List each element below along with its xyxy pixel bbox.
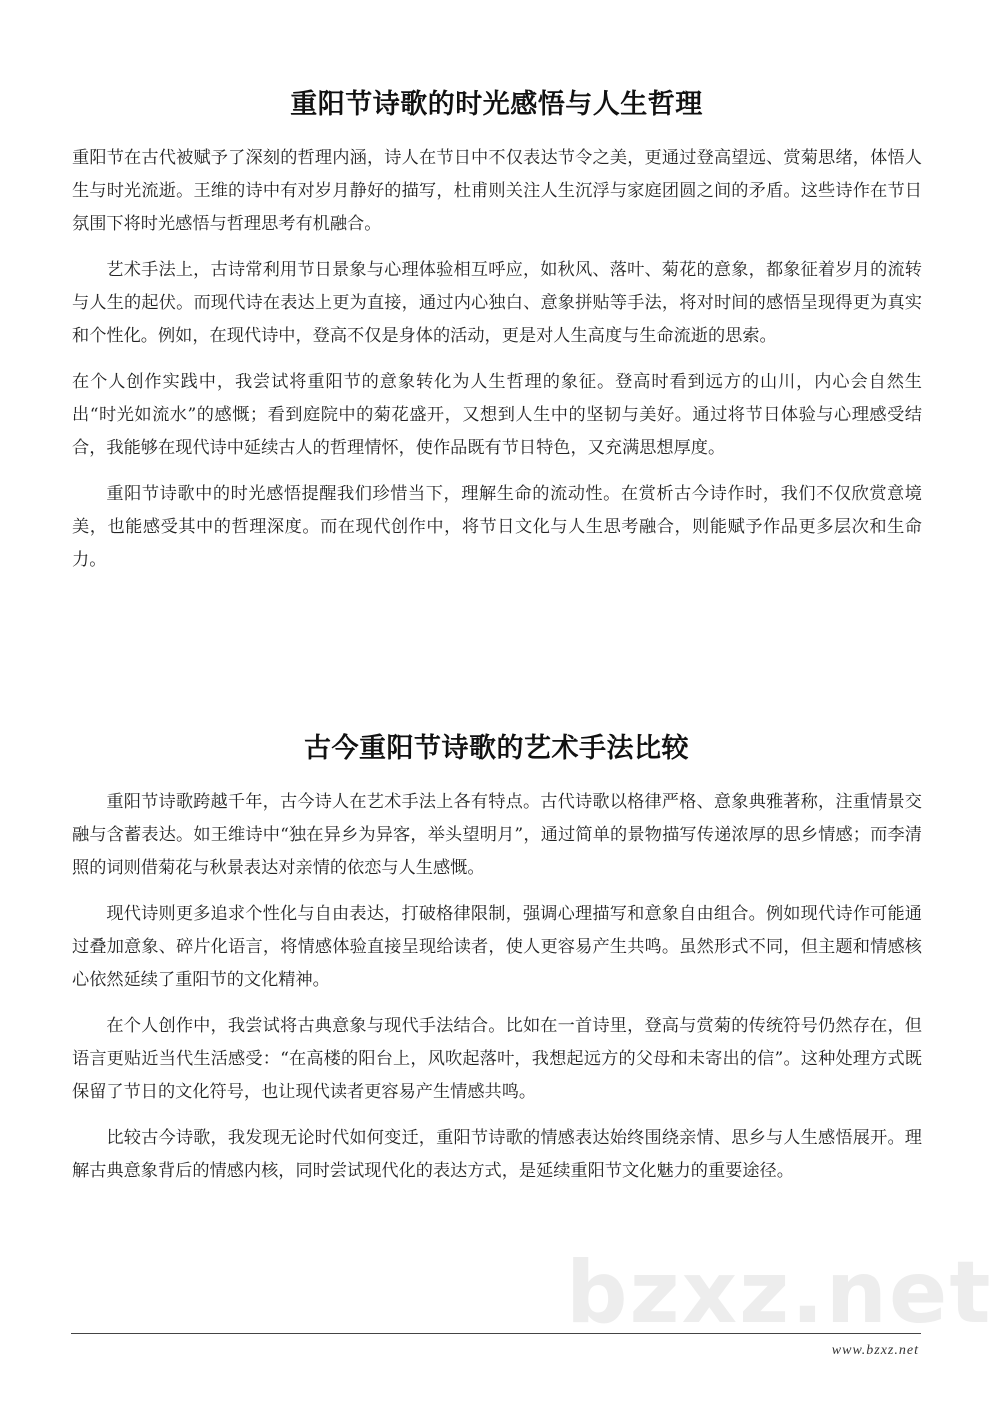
paragraph: 在个人创作中，我尝试将古典意象与现代手法结合。比如在一首诗里，登高与赏菊的传统符号仍然存在，但语言更贴近当代生活感受：“在高楼的阳台上，风吹起落叶，我想起远方的父母和未寄出的信”。这种处理方式既保留了节日的文化符号，也让现代读者更容易产生情感共鸣。 [72,1016,922,1102]
paragraph: 在个人创作实践中，我尝试将重阳节的意象转化为人生哲理的象征。登高时看到远方的山川，内心会自然生出“时光如流水”的感慨；看到庭院中的菊花盛开，又想到人生中的坚韧与美好。通过将节日体验与心理感受结合，我能够在现代诗中延续古人的哲理情怀，使作品既有节日特色，又充满思想厚度。 [72,372,922,458]
footer-url-link[interactable]: www.bzxz.net [831,1343,919,1358]
section-1-body [72,142,922,577]
paragraph: 重阳节在古代被赋予了深刻的哲理内涵，诗人在节日中不仅表达节令之美，更通过登高望远、赏菊思绪，体悟人生与时光流逝。王维的诗中有对岁月静好的描写，杜甫则关注人生沉浮与家庭团圆之间的矛盾。这些诗作在节日氛围下将时光感悟与哲理思考有机融合。 [72,148,922,234]
watermark-logo: bzxz.net [566,1243,993,1343]
paragraph: 重阳节诗歌跨越千年，古今诗人在艺术手法上各有特点。古代诗歌以格律严格、意象典雅著称，注重情景交融与含蓄表达。如王维诗中“独在异乡为异客，举头望明月”，通过简单的景物描写传递浓厚的思乡情感；而李清照的词则借菊花与秋景表达对亲情的依恋与人生感慨。 [72,792,922,878]
paragraph: 现代诗则更多追求个性化与自由表达，打破格律限制，强调心理描写和意象自由组合。例如现代诗作可能通过叠加意象、碎片化语言，将情感体验直接呈现给读者，使人更容易产生共鸣。虽然形式不同，但主题和情感核心依然延续了重阳节的文化精神。 [72,904,922,990]
paragraph: 比较古今诗歌，我发现无论时代如何变迁，重阳节诗歌的情感表达始终围绕亲情、思乡与人生感悟展开。理解古典意象背后的情感内核，同时尝试现代化的表达方式，是延续重阳节文化魅力的重要途径。 [72,1128,922,1181]
section-title-1: 重阳节诗歌的时光感悟与人生哲理 [290,89,703,120]
paragraph: 重阳节诗歌中的时光感悟提醒我们珍惜当下，理解生命的流动性。在赏析古今诗作时，我们不仅欣赏意境美，也能感受其中的哲理深度。而在现代创作中，将节日文化与人生思考融合，则能赋予作品更多层次和生命力。 [72,484,922,570]
section-2-body [72,786,922,1188]
footer-divider [71,1333,921,1334]
paragraph: 艺术手法上，古诗常利用节日景象与心理体验相互呼应，如秋风、落叶、菊花的意象，都象征着岁月的流转与人生的起伏。而现代诗在表达上更为直接，通过内心独白、意象拼贴等手法，将对时间的感悟呈现得更为真实和个性化。例如，在现代诗中，登高不仅是身体的活动，更是对人生高度与生命流逝的思索。 [72,260,922,346]
section-title-2: 古今重阳节诗歌的艺术手法比较 [304,733,689,764]
